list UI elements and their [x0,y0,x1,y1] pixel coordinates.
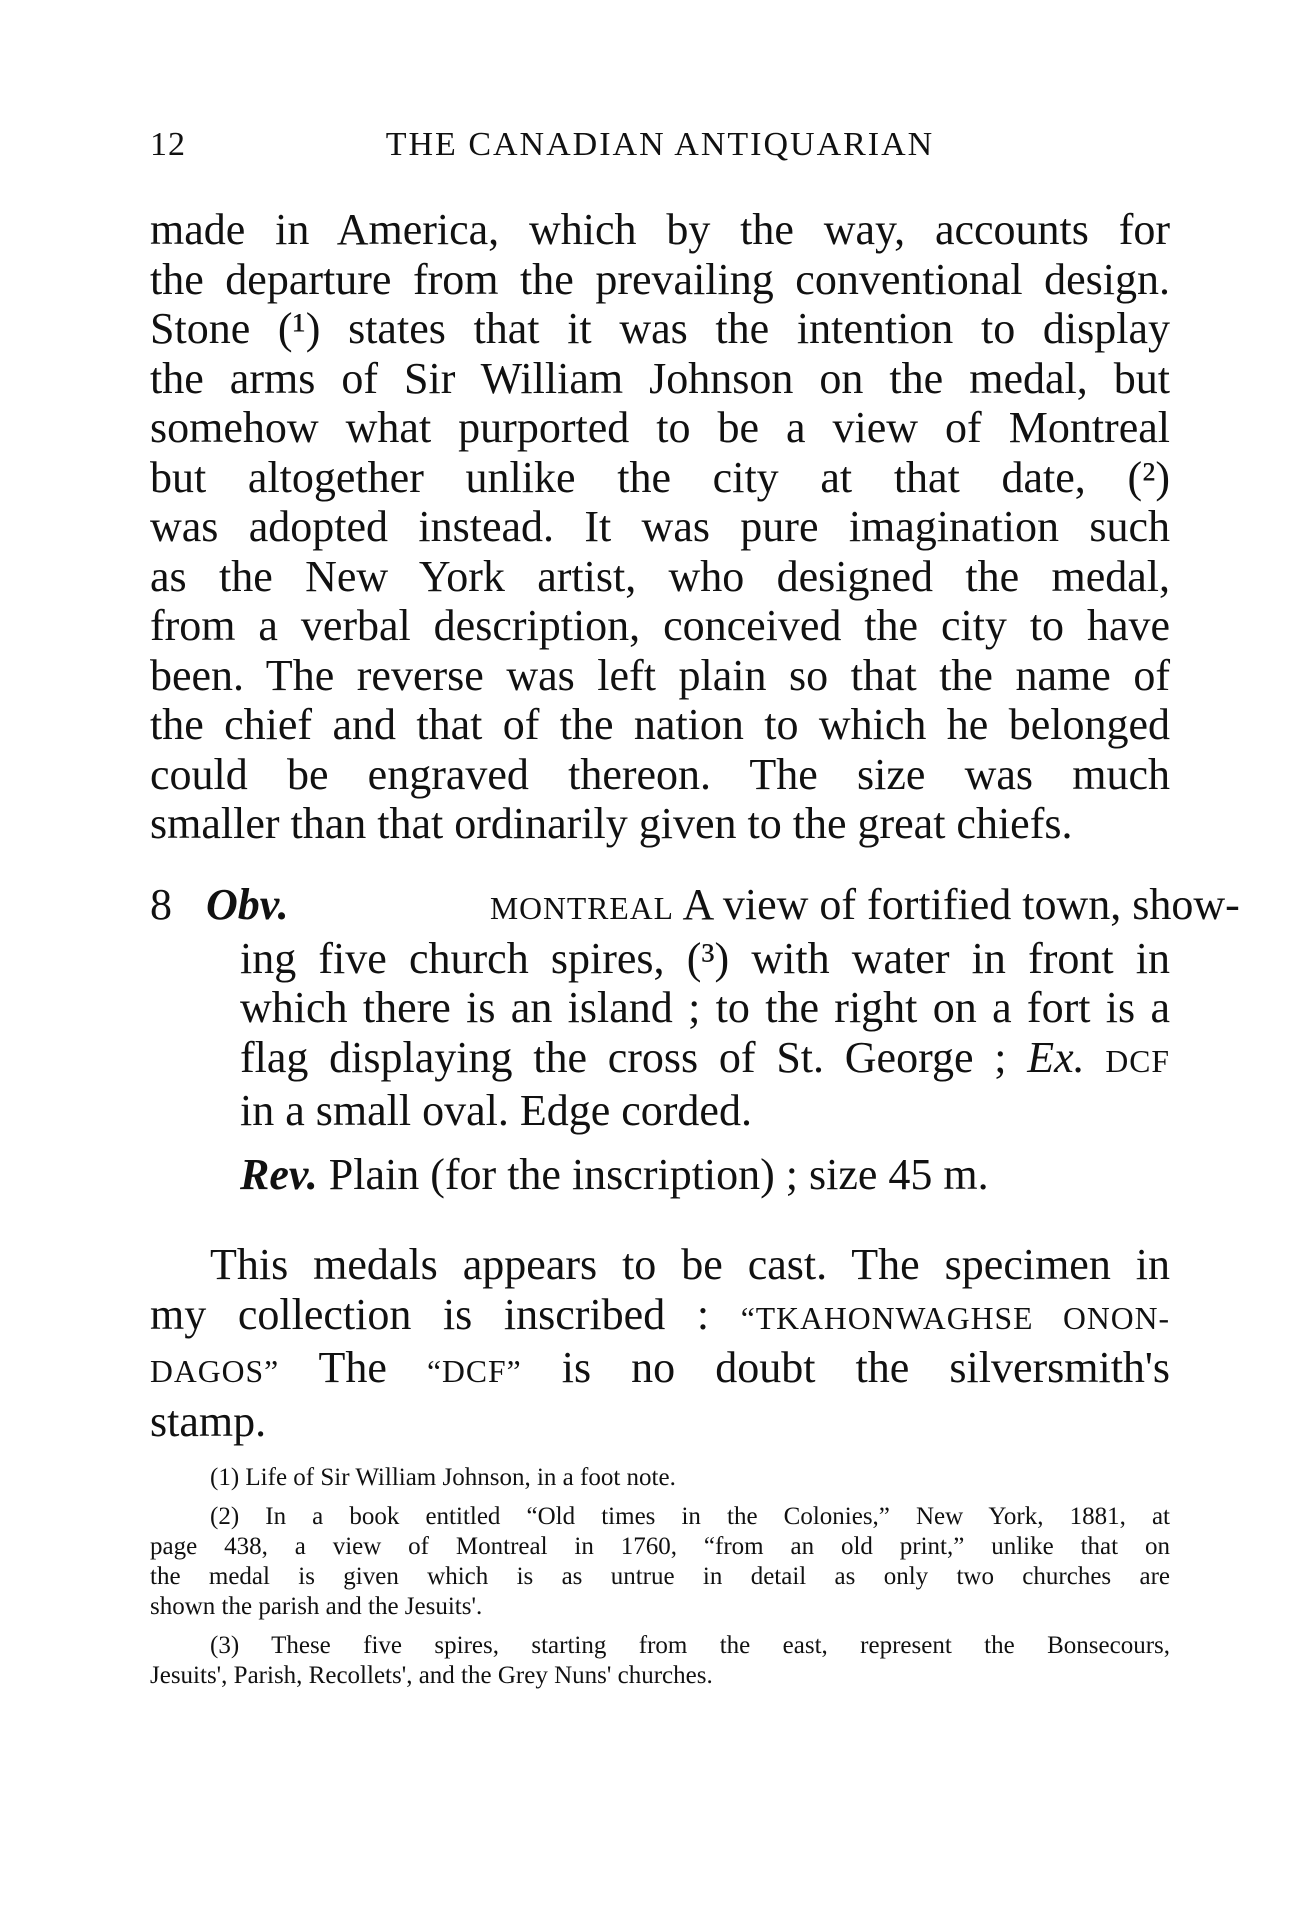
body-line: been. The reverse was left plain so that the name of [150,650,1170,700]
inscription-dagos: DAGOS” [150,1354,280,1389]
body-line: as the New York artist, who designed the medal, [150,551,1170,601]
page-number: 12 [150,126,186,163]
entry-line: in a small oval. Edge corded. [240,1086,752,1135]
obverse-description [240,880,1240,1136]
entry-line-text: flag displaying the cross of St. George ; [240,1032,1007,1082]
body-paragraph [150,205,1170,849]
body-line: the chief and that of the nation to which he belonged [150,700,1170,749]
inscription-tkahonwaghse: “TKAHONWAGHSE ONON- [740,1300,1170,1336]
footnote-line: the medal is given which is as untrue in detail as only two churches are [150,1563,1170,1590]
body-line: the arms of Sir William Johnson on the medal, but [150,353,1170,403]
running-head: THE CANADIAN ANTIQUARIAN [385,126,935,163]
body-line: somehow what purported to be a view of Montreal [150,403,1170,452]
footnote-line: (2) In a book entitled “Old times in the Colonies,” New York, 1881, at [210,1503,1170,1530]
closing-line [150,1290,1170,1344]
reverse-label: Rev. [240,1150,318,1199]
page-header [150,126,1170,176]
body-line: but altogether unlike the city at that date, (²) [150,452,1170,502]
entry-number: 8 [150,880,172,929]
entry-line: which there is an island ; to the right on a fort is a [240,983,1170,1032]
body-line: could be engraved thereon. The size was much [150,749,1170,799]
closing-text: The [318,1343,387,1392]
closing-text: is no doubt the silversmith's [561,1343,1170,1392]
footnote-line: shown the parish and the Jesuits'. [150,1593,483,1620]
inscription-dcf-quoted: “DCF” [426,1354,522,1389]
entry-line [240,1033,1170,1087]
body-line: Stone (¹) states that it was the intention to display [150,304,1170,353]
entry-line-text: A view of fortified town, show- [682,880,1240,929]
exergue-label: Ex. [1027,1032,1085,1082]
footnote-line: Jesuits', Parish, Recollets', and the Grey Nuns' churches. [150,1662,713,1689]
body-line: the departure from the prevailing conventional design. [150,254,1170,304]
footnote-line: (3) These five spires, starting from the east, represent the Bonsecours, [210,1632,1170,1659]
footnote-line: page 438, a view of Montreal in 1760, “from an old print,” unlike that on [150,1533,1170,1560]
footnote-2 [150,1502,1170,1622]
closing-line: stamp. [150,1396,267,1446]
body-line: smaller than that ordinarily given to the great chiefs. [150,799,1073,848]
body-line: made in America, which by the way, accounts for [150,205,1170,254]
closing-text: my collection is inscribed : [150,1289,710,1339]
closing-line: This medals appears to be cast. The specimen in [210,1240,1170,1289]
footnotes [150,1463,1170,1700]
footnote-1 [150,1463,1170,1493]
body-line: from a verbal description, conceived the city to have [150,601,1170,650]
obverse-label: Obv. [206,880,289,929]
entry-line: ing five church spires, (³) with water in front in [240,933,1170,983]
body-line: was adopted instead. It was pure imagination such [150,502,1170,551]
reverse-description [240,1150,1170,1200]
footnote-3 [150,1631,1170,1691]
inscription-dcf: DCF [1105,1043,1171,1079]
inscription-montreal: MONTREAL [490,891,674,926]
closing-paragraph [150,1240,1170,1446]
closing-line [150,1343,1170,1397]
entry-line [240,880,1240,934]
reverse-text: Plain (for the inscription) ; size 45 m. [328,1150,989,1199]
footnote-line: (1) Life of Sir William Johnson, in a foot note. [210,1464,676,1491]
